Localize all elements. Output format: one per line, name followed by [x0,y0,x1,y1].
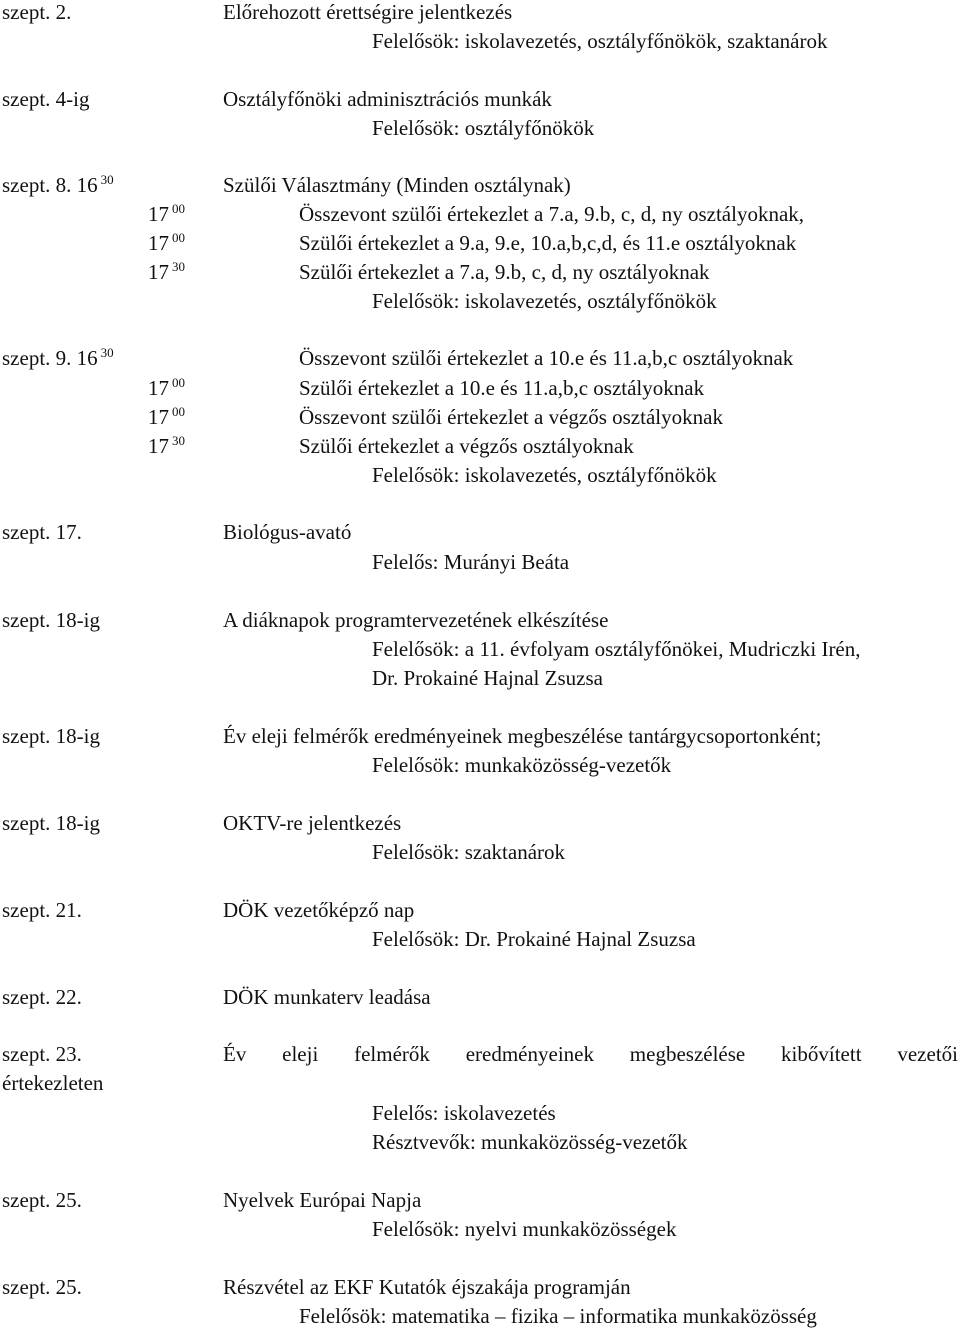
entry-date: szept. 17. [2,520,82,544]
entry-date: szept. 18-ig [2,724,100,748]
entry-participants: Résztvevők: munkaközösség-vezetők [372,1130,688,1154]
sub-time: 17 $^{00}$ [148,404,185,429]
entry-responsible: Felelősök: a 11. évfolyam osztályfőnökei, Mudriczki Irén, [372,637,861,661]
sub-event: Összevont szülői értekezlet a 7.a, 9.b, c, d, ny osztályoknak, [299,202,805,226]
entry-responsible: Felelősök: iskolavezetés, osztályfőnökök [372,289,717,313]
entry-title: Nyelvek Európai Napja [223,1188,422,1212]
entry-responsible: Felelősök: nyelvi munkaközösségek [372,1217,677,1241]
entry-date: szept. 25. [2,1188,82,1212]
entry-responsible: Felelősök: osztályfőnökök [372,116,595,140]
entry-responsible: Felelősök: Dr. Prokainé Hajnal Zsuzsa [372,927,696,951]
sub-time: 17 $^{30}$ [148,259,185,284]
entry-responsible: Felelősök: iskolavezetés, osztályfőnökök, szaktanárok [372,29,828,53]
entry-responsible-cont: Dr. Prokainé Hajnal Zsuzsa [372,666,603,690]
entry-date: szept. 23. [2,1042,82,1066]
entry-title: Osztályfőnöki adminisztrációs munkák [223,87,552,111]
sub-event: Szülői értekezlet a 9.a, 9.e, 10.a,b,c,d, és 11.e osztályoknak [299,231,797,255]
entry-date: szept. 2. [2,0,72,24]
entry-responsible: Felelős: Murányi Beáta [372,550,570,574]
entry-date: szept. 18-ig [2,608,100,632]
entry-title: A diáknapok programtervezetének elkészítése [223,608,609,632]
sub-event: Szülői értekezlet a 7.a, 9.b, c, d, ny osztályoknak [299,260,710,284]
entry-date: szept. 25. [2,1275,82,1299]
entry-title: Szülői Választmány (Minden osztálynak) [223,173,571,197]
entry-title: Előrehozott érettségire jelentkezés [223,0,513,24]
entry-title: DÖK vezetőképző nap [223,898,415,922]
entry-responsible: Felelősök: szaktanárok [372,840,566,864]
entry-date: szept. 22. [2,985,82,1009]
sub-event: Összevont szülői értekezlet a végzős osztályoknak [299,405,723,429]
entry-title: Összevont szülői értekezlet a 10.e és 11.a,b,c osztályoknak [299,346,794,370]
entry-title: Biológus-avató [223,520,352,544]
entry-title: DÖK munkaterv leadása [223,985,431,1009]
entry-date-cont: értekezleten [2,1071,104,1095]
sub-event: Szülői értekezlet a 10.e és 11.a,b,c osztályoknak [299,376,705,400]
entry-responsible: Felelősök: matematika – fizika – informatika munkaközösség [299,1304,817,1328]
entry-date: szept. 21. [2,898,82,922]
sub-time: 17 $^{30}$ [148,433,185,458]
entry-date: szept. 9. 16 $^{30}$ [2,345,114,370]
sub-time: 17 $^{00}$ [148,230,185,255]
entry-title: OKTV-re jelentkezés [223,811,402,835]
entry-title: Év eleji felmérők eredményeinek megbeszélése kibővített vezetői [223,1042,958,1066]
entry-title: Év eleji felmérők eredményeinek megbeszélése tantárgycsoportonként; [223,724,822,748]
entry-date: szept. 18-ig [2,811,100,835]
entry-title: Részvétel az EKF Kutatók éjszakája programján [223,1275,631,1299]
entry-date: szept. 4-ig [2,87,90,111]
sub-time: 17 $^{00}$ [148,201,185,226]
entry-date: szept. 8. 16 $^{30}$ [2,172,114,197]
entry-responsible: Felelős: iskolavezetés [372,1101,556,1125]
entry-responsible: Felelősök: iskolavezetés, osztályfőnökök [372,463,717,487]
sub-event: Szülői értekezlet a végzős osztályoknak [299,434,634,458]
entry-responsible: Felelősök: munkaközösség-vezetők [372,753,672,777]
sub-time: 17 $^{00}$ [148,375,185,400]
